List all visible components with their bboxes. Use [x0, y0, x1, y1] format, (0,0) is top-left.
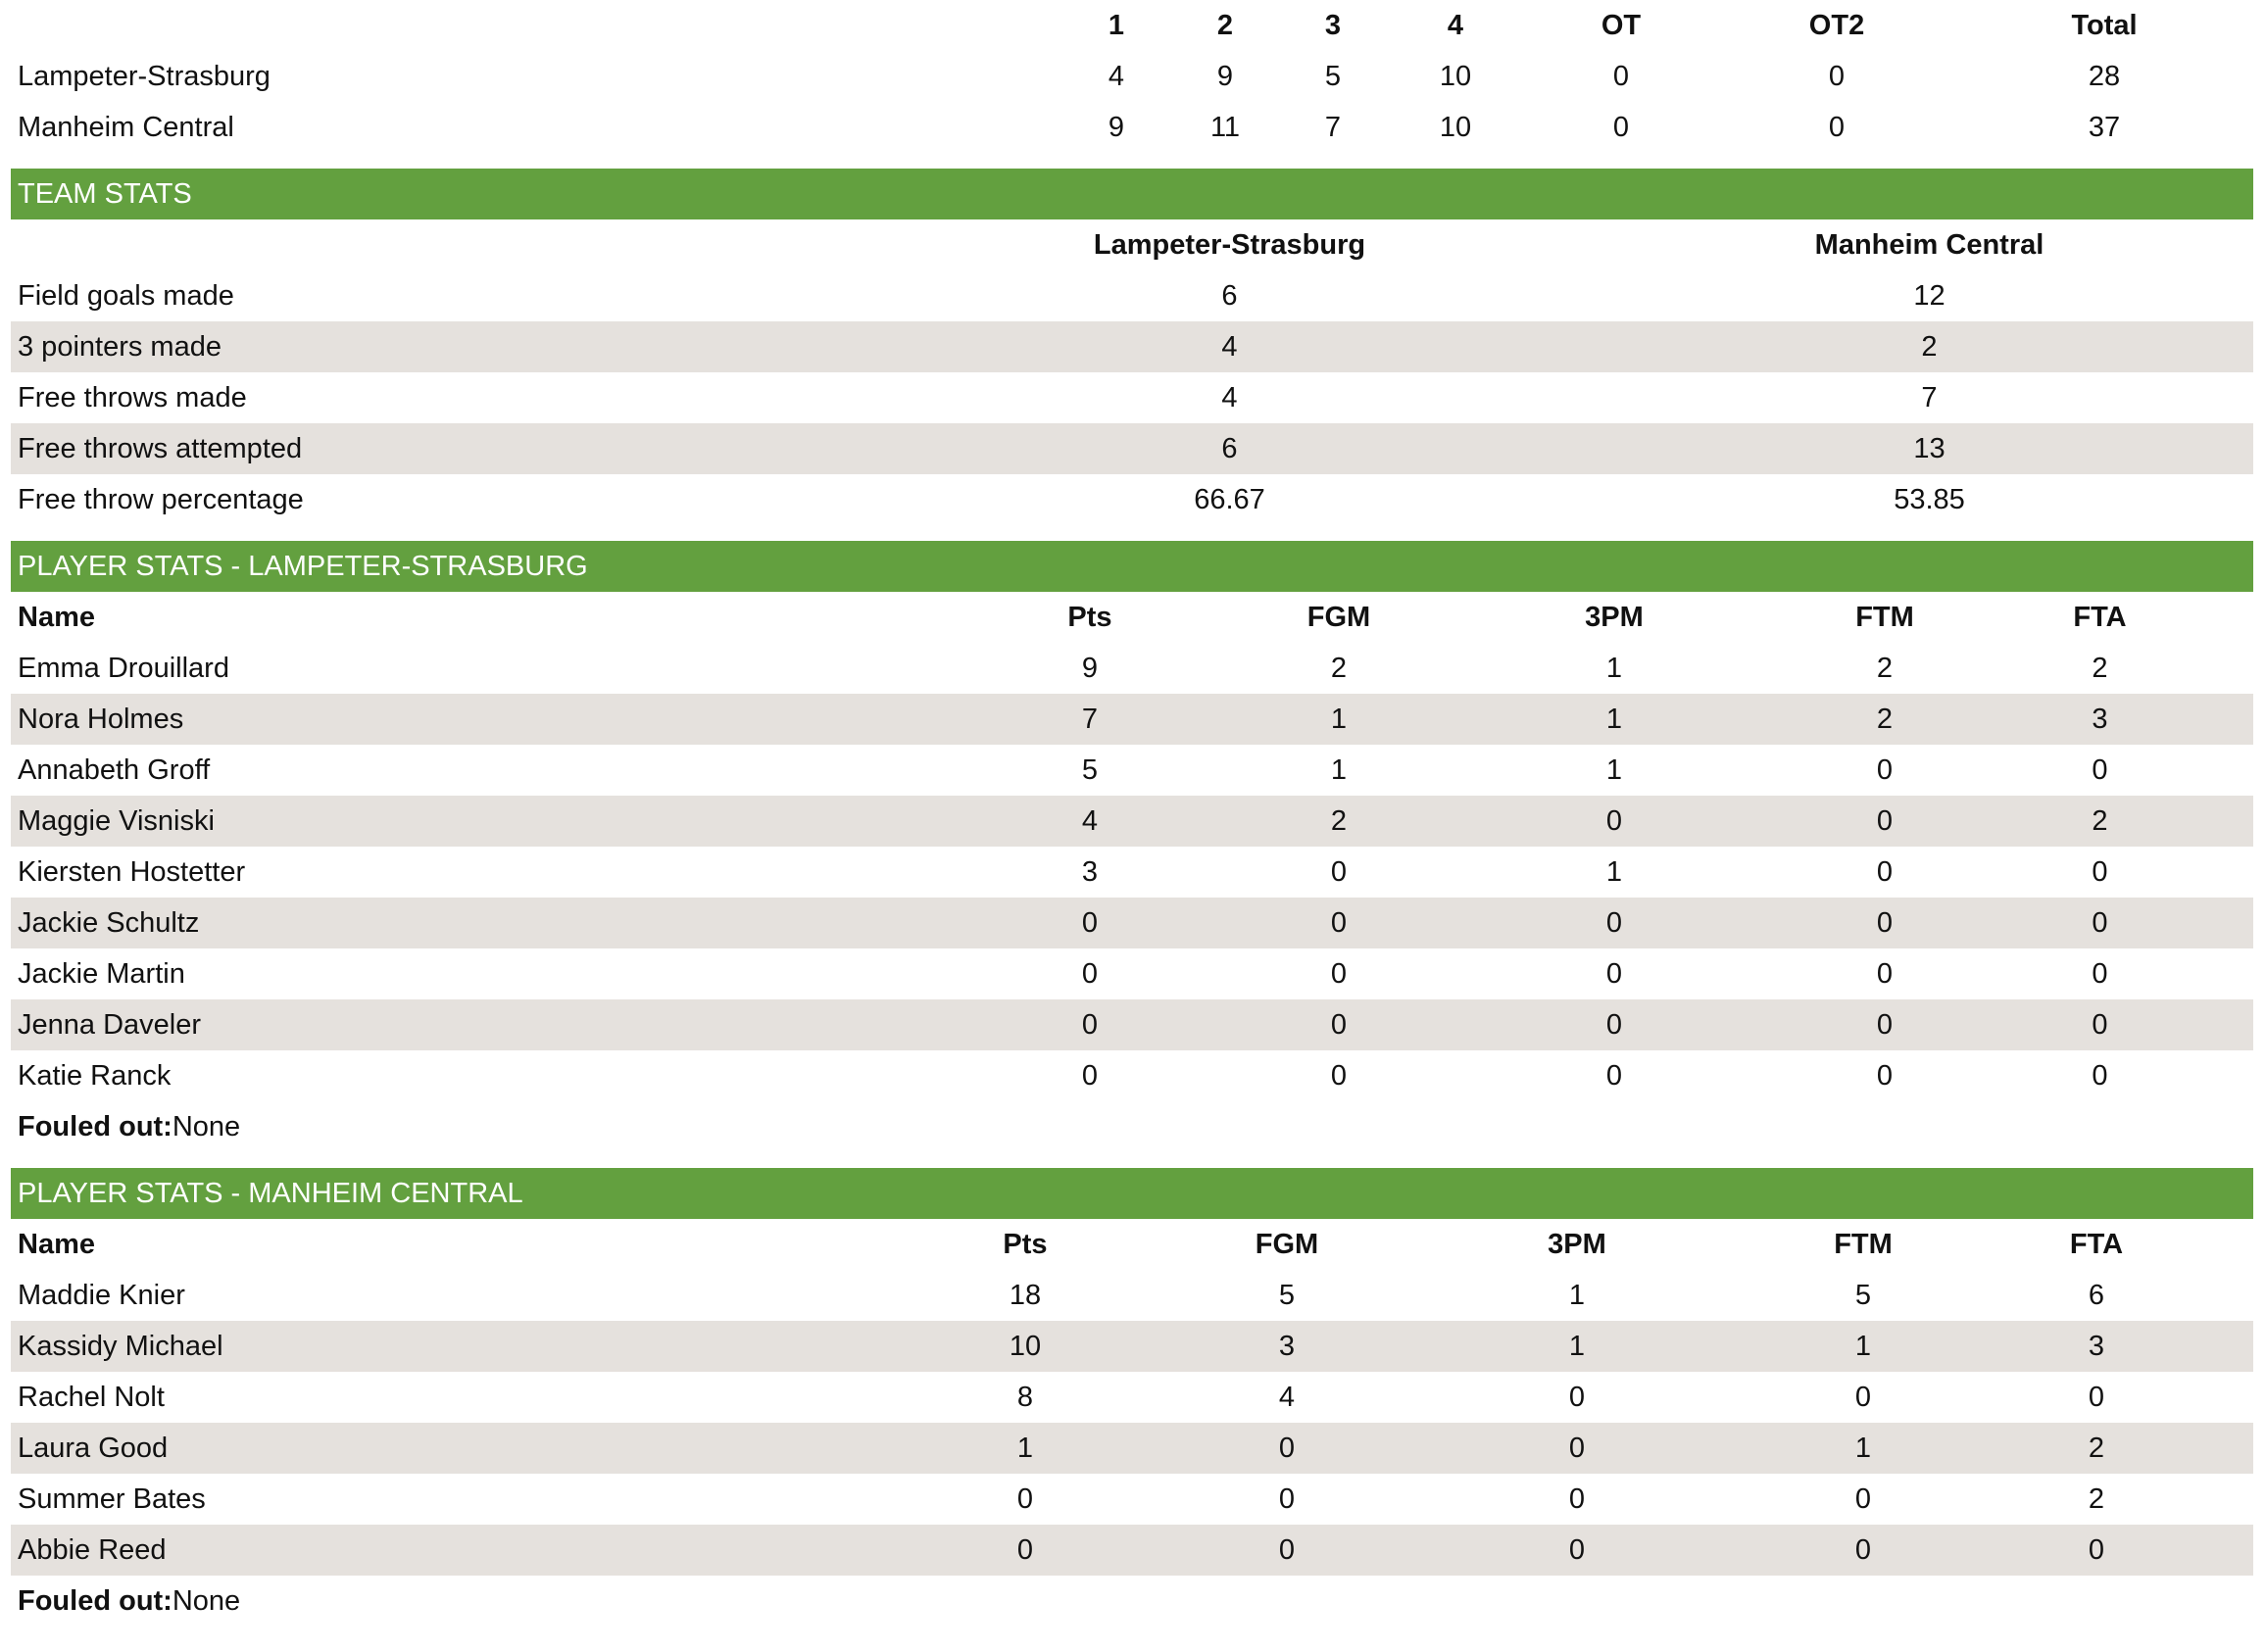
stat-cell: 1: [1787, 1321, 1940, 1372]
linescore-header-q2: 2: [1216, 9, 1234, 41]
stat-cell: 1: [1367, 1321, 1787, 1372]
linescore-header-ot: OT: [1601, 9, 1642, 41]
table-row: [11, 1423, 2253, 1474]
stat-cell: 9: [1108, 111, 1125, 143]
stat-cell: 2: [1940, 1423, 2253, 1474]
stat-cell: 0: [1330, 957, 1348, 990]
stat-cell: 0: [1272, 999, 1405, 1050]
fouled-out-mc: [11, 1576, 2253, 1627]
team-stats-table: [11, 219, 2253, 525]
table-row: [11, 321, 2253, 372]
stat-cell: 0: [1828, 60, 1846, 92]
stat-cell: 0: [844, 1525, 1207, 1576]
row-label: Abbie Reed: [11, 1525, 844, 1576]
row-label: Lampeter-Strasburg: [18, 60, 271, 92]
stat-cell: 1: [1568, 1279, 1586, 1311]
stat-cell: 28: [2088, 60, 2121, 92]
linescore-header: [11, 0, 2253, 51]
fouled-out-ls: [11, 1101, 2253, 1152]
column-header-fgm: FGM: [1255, 1228, 1319, 1260]
table-row: [11, 643, 2253, 694]
table-row: [11, 1321, 2253, 1372]
table-row: [11, 999, 2253, 1050]
table-row: [11, 102, 2253, 153]
stat-cell: 7: [908, 694, 1272, 745]
stat-cell: 0: [1605, 957, 1623, 990]
stat-cell: 37: [2088, 111, 2121, 143]
stat-cell: 0: [1605, 1059, 1623, 1092]
row-label: Field goals made: [18, 279, 234, 312]
stat-cell: 0: [1405, 999, 1823, 1050]
row-label: Free throws attempted: [11, 423, 854, 474]
team-stats-header-manheim: Manheim Central: [1814, 228, 2044, 261]
stat-cell: 0: [1876, 1059, 1894, 1092]
stat-cell: 4: [908, 796, 1272, 847]
stat-cell: 1: [1330, 753, 1348, 786]
stat-cell: 0: [1940, 1525, 2253, 1576]
stat-cell: 0: [1568, 1381, 1586, 1413]
table-row: [11, 948, 2253, 999]
table-row: [11, 372, 2253, 423]
table-row: [11, 796, 2253, 847]
player-stats-mc-header: PLAYER STATS - MANHEIM CENTRAL: [11, 1168, 2253, 1219]
table-row: [11, 1525, 2253, 1576]
stat-cell: 0: [1612, 60, 1630, 92]
row-label: Free throws made: [18, 381, 247, 413]
linescore-table: [11, 0, 2253, 153]
stat-cell: 0: [1405, 796, 1823, 847]
stat-cell: 12: [1913, 279, 1946, 312]
stat-cell: 2: [1823, 694, 1946, 745]
stat-cell: 0: [1081, 957, 1099, 990]
linescore-header-q1: 1: [1108, 9, 1125, 41]
column-header-name: Name: [18, 601, 95, 633]
stat-cell: 9: [1081, 652, 1099, 684]
linescore-body: [11, 51, 2253, 153]
team-stats-header: TEAM STATS: [11, 169, 2253, 219]
linescore-header-team: [11, 0, 1061, 51]
stat-cell: 0: [2092, 753, 2108, 786]
stat-cell: 0: [1367, 1525, 1787, 1576]
team-stats-header-label: [11, 219, 854, 270]
player-stats-mc-body: [11, 1270, 2253, 1576]
row-label: Summer Bates: [18, 1482, 206, 1515]
stat-cell: 0: [1876, 855, 1894, 888]
stat-cell: 3: [1207, 1321, 1367, 1372]
stat-cell: 7: [1921, 381, 1938, 413]
linescore-header-q3: 3: [1324, 9, 1342, 41]
player-stats-ls-column-header: [11, 592, 2253, 643]
stat-cell: 0: [2092, 1059, 2108, 1092]
team-stats-body: [11, 270, 2253, 525]
stat-cell: 4: [1108, 60, 1125, 92]
stat-cell: 0: [1081, 1059, 1099, 1092]
column-header-fta: FTA: [2073, 601, 2127, 633]
table-row: [11, 1270, 2253, 1321]
stat-cell: 0: [2092, 957, 2108, 990]
column-header-3pm: 3PM: [1548, 1228, 1606, 1260]
fouled-out-label: Fouled out:: [18, 1111, 172, 1142]
column-header-pts: Pts: [1067, 601, 1112, 633]
row-label: Maggie Visniski: [11, 796, 908, 847]
table-row: [11, 898, 2253, 948]
column-header-ftm: FTM: [1834, 1228, 1893, 1260]
stat-cell: 0: [1367, 1423, 1787, 1474]
stat-cell: 10: [844, 1321, 1207, 1372]
row-label: Annabeth Groff: [18, 753, 211, 786]
player-stats-mc-column-header: [11, 1219, 2253, 1270]
column-header-3pm: 3PM: [1585, 601, 1644, 633]
stat-cell: 2: [1605, 321, 2253, 372]
table-row: [11, 745, 2253, 796]
stat-cell: 18: [1009, 1279, 1042, 1311]
team-stats-column-header: [11, 219, 2253, 270]
player-stats-mc-table: [11, 1219, 2253, 1576]
stat-cell: 0: [1330, 1059, 1348, 1092]
stat-cell: 13: [1605, 423, 2253, 474]
stat-cell: 8: [1016, 1381, 1034, 1413]
stat-cell: 0: [908, 999, 1272, 1050]
fouled-out-label: Fouled out:: [18, 1585, 172, 1617]
stat-cell: 5: [1854, 1279, 1872, 1311]
stat-cell: 0: [1854, 1381, 1872, 1413]
stat-cell: 2: [1272, 796, 1405, 847]
stat-cell: 0: [1876, 957, 1894, 990]
stat-cell: 5: [1081, 753, 1099, 786]
stat-cell: 5: [1278, 1279, 1296, 1311]
stat-cell: 1: [1605, 652, 1623, 684]
table-row: [11, 1474, 2253, 1525]
stat-cell: 0: [908, 898, 1272, 948]
stat-cell: 0: [1568, 1482, 1586, 1515]
stat-cell: 1: [1605, 753, 1623, 786]
row-label: Nora Holmes: [11, 694, 908, 745]
team-stats-header-lampeter: Lampeter-Strasburg: [1093, 228, 1366, 261]
stat-cell: 1: [1272, 694, 1405, 745]
row-label: Kassidy Michael: [11, 1321, 844, 1372]
stat-cell: 10: [1439, 60, 1472, 92]
stat-cell: 0: [2092, 855, 2108, 888]
stat-cell: 0: [1854, 1482, 1872, 1515]
stat-cell: 4: [1221, 381, 1238, 413]
stat-cell: 0: [1207, 1423, 1367, 1474]
stat-cell: 0: [1207, 1525, 1367, 1576]
row-label: Maddie Knier: [18, 1279, 185, 1311]
stat-cell: 0: [1823, 999, 1946, 1050]
row-label: Free throw percentage: [18, 483, 304, 515]
table-row: [11, 1372, 2253, 1423]
player-stats-ls-table: [11, 592, 2253, 1101]
stat-cell: 6: [854, 423, 1605, 474]
fouled-out-value: None: [172, 1585, 241, 1617]
column-header-fta: FTA: [2069, 1228, 2124, 1260]
stat-cell: 0: [1016, 1482, 1034, 1515]
row-label: Jenna Daveler: [11, 999, 908, 1050]
stat-cell: 0: [1828, 111, 1846, 143]
stat-cell: 0: [1330, 855, 1348, 888]
stat-cell: 0: [1405, 898, 1823, 948]
stat-cell: 0: [1612, 111, 1630, 143]
row-label: Emma Drouillard: [18, 652, 229, 684]
table-row: [11, 270, 2253, 321]
stat-cell: 0: [1946, 999, 2253, 1050]
linescore-header-ot2: OT2: [1808, 9, 1865, 41]
stat-cell: 4: [854, 321, 1605, 372]
table-row: [11, 1050, 2253, 1101]
row-label: Rachel Nolt: [18, 1381, 165, 1413]
table-row: [11, 474, 2253, 525]
table-row: [11, 847, 2253, 898]
stat-cell: 0: [1278, 1482, 1296, 1515]
column-header-ftm: FTM: [1855, 601, 1914, 633]
stat-cell: 3: [1946, 694, 2253, 745]
box-score: [11, 0, 2253, 1627]
row-label: Katie Ranck: [18, 1059, 172, 1092]
stat-cell: 1: [1405, 694, 1823, 745]
stat-cell: 11: [1209, 111, 1241, 143]
linescore-header-total: Total: [2071, 9, 2138, 41]
stat-cell: 6: [1221, 279, 1238, 312]
table-row: [11, 694, 2253, 745]
stat-cell: 10: [1439, 111, 1472, 143]
table-row: [11, 423, 2253, 474]
row-label: Jackie Martin: [18, 957, 185, 990]
player-stats-ls-header: PLAYER STATS - LAMPETER-STRASBURG: [11, 541, 2253, 592]
fouled-out-value: None: [172, 1111, 241, 1142]
stat-cell: 2: [2088, 1482, 2105, 1515]
stat-cell: 3: [1940, 1321, 2253, 1372]
stat-cell: 0: [2088, 1381, 2105, 1413]
row-label: Jackie Schultz: [11, 898, 908, 948]
linescore-header-q4: 4: [1447, 9, 1464, 41]
stat-cell: 0: [1876, 753, 1894, 786]
stat-cell: 0: [1823, 898, 1946, 948]
stat-cell: 5: [1324, 60, 1342, 92]
row-label: Kiersten Hostetter: [18, 855, 246, 888]
column-header-fgm: FGM: [1306, 601, 1371, 633]
player-stats-ls-body: [11, 643, 2253, 1101]
stat-cell: 4: [1278, 1381, 1296, 1413]
stat-cell: 7: [1324, 111, 1342, 143]
stat-cell: 0: [1272, 898, 1405, 948]
stat-cell: 1: [1605, 855, 1623, 888]
column-header-name: Name: [18, 1228, 95, 1260]
stat-cell: 6: [2088, 1279, 2105, 1311]
stat-cell: 1: [844, 1423, 1207, 1474]
stat-cell: 0: [1823, 796, 1946, 847]
column-header-pts: Pts: [1003, 1228, 1048, 1260]
row-label: 3 pointers made: [11, 321, 854, 372]
stat-cell: 2: [1330, 652, 1348, 684]
stat-cell: 3: [1081, 855, 1099, 888]
stat-cell: 0: [1946, 898, 2253, 948]
stat-cell: 66.67: [1194, 483, 1265, 515]
stat-cell: 2: [2092, 652, 2108, 684]
stat-cell: 9: [1216, 60, 1234, 92]
row-label: Manheim Central: [18, 111, 234, 143]
stat-cell: 2: [1946, 796, 2253, 847]
stat-cell: 2: [1876, 652, 1894, 684]
stat-cell: 53.85: [1894, 483, 1965, 515]
table-row: [11, 51, 2253, 102]
row-label: Laura Good: [11, 1423, 844, 1474]
stat-cell: 1: [1787, 1423, 1940, 1474]
stat-cell: 0: [1787, 1525, 1940, 1576]
